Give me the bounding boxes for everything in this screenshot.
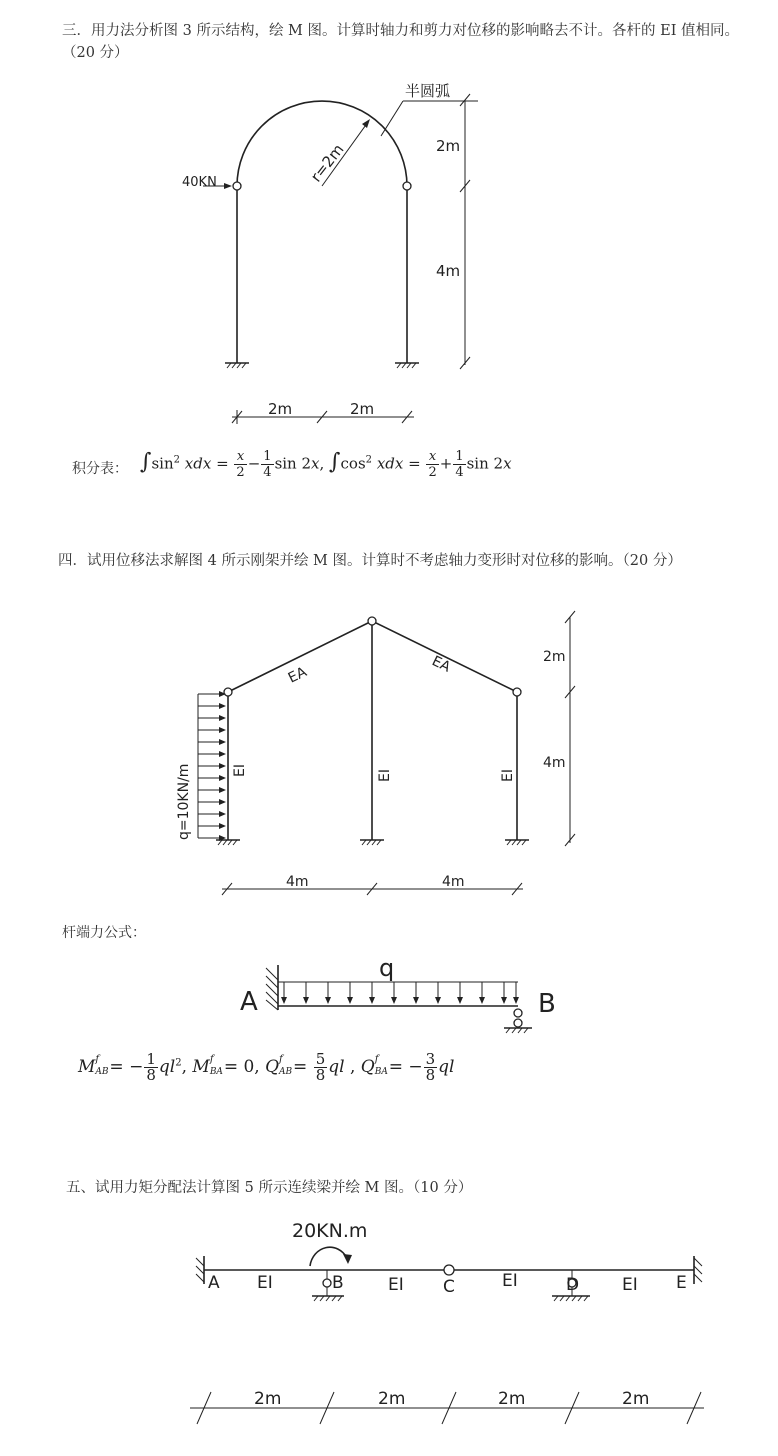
fig4-load-label: q=10KN/m — [176, 763, 192, 840]
beam-label-b: B — [538, 989, 556, 1019]
fig4-dim-top: 2m — [543, 649, 566, 665]
fig3-radius-label: r=2m — [306, 140, 348, 186]
fig4-dim-left: 4m — [286, 874, 309, 890]
fig5-span-2: 2m — [378, 1389, 406, 1409]
fig3-load-label: 40KN — [182, 175, 217, 190]
fig5-moment-arrowhead — [343, 1254, 352, 1264]
fig5-moment-label: 20KN.m — [292, 1220, 368, 1242]
question-5-text: 五、试用力矩分配法计算图 5 所示连续梁并绘 M 图。（10 分） — [66, 1180, 473, 1196]
fig5-node-c: C — [443, 1277, 455, 1297]
fig5-node-b: B — [332, 1273, 344, 1293]
fig4-ei-right: EI — [500, 769, 516, 782]
beam-label-a: A — [240, 987, 258, 1017]
fig3-arc-leader — [381, 101, 403, 136]
fig4-ea-right: EA — [429, 653, 453, 676]
beam-load-arrows — [281, 982, 519, 1004]
end-force-formula: M f AB = − $\frac{1}{8}$ $ql^2$, M f BA = 0, Q f AB = $\frac{5}{8}$ ql , Q f BA = − $\frac{3}{8}$ ql — [78, 1050, 455, 1084]
integral-formula: $\int\sin^2$ xdx = $\frac{x}{2}$ − $\frac{1}{4}$ sin 2x, $\int\cos^2$ xdx = $\frac{x}{2}$ + $\frac{1}{4}$ sin 2x — [140, 449, 512, 480]
integral-table-label: 积分表： — [72, 461, 128, 477]
beam-roller-upper — [514, 1009, 522, 1017]
end-force-label: 杆端力公式： — [62, 925, 146, 941]
fig3-right-support — [395, 363, 419, 368]
fig3-left-support — [225, 363, 249, 368]
fig5-span-1: 2m — [254, 1389, 282, 1409]
fig5-ei-2: EI — [388, 1275, 404, 1295]
question-3-text: 三．用力法分析图 3 所示结构，绘 M 图。计算时轴力和剪力对位移的影响略去不计。各杆的 EI 值相同。 （20 分） — [62, 23, 747, 61]
beam-label-q: q — [379, 954, 395, 982]
fig4-left-hinge — [224, 688, 232, 696]
fig3-arc-label: 半圆弧 — [405, 82, 451, 100]
fig4-distributed-load — [198, 691, 226, 841]
fig3-dim-left: 2m — [268, 400, 293, 418]
fig5-ei-4: EI — [622, 1275, 638, 1295]
fig4-top-hinge — [368, 617, 376, 625]
fig5-node-d: D — [566, 1275, 580, 1295]
fig5-ei-1: EI — [257, 1273, 273, 1293]
question-4-text: 四．试用位移法求解图 4 所示刚架并绘 M 图。计算时不考虑轴力变形时对位移的影响。（20 分） — [58, 553, 682, 569]
figure-3 — [182, 82, 478, 424]
fig3-left-hinge — [233, 182, 241, 190]
beam-roller-lower — [514, 1019, 522, 1027]
fig5-span-3: 2m — [498, 1389, 526, 1409]
fig5-ei-3: EI — [502, 1271, 518, 1291]
fig5-moment-arc — [310, 1247, 347, 1266]
fig3-load-arrowhead — [224, 183, 232, 189]
figure-4 — [176, 611, 575, 895]
fig5-node-a: A — [208, 1273, 220, 1293]
fig4-ei-left: EI — [232, 764, 248, 777]
fig4-ei-mid: EI — [377, 769, 393, 782]
figure-5 — [190, 1220, 704, 1424]
fig3-radius-arrowhead — [362, 119, 370, 128]
end-force-beam — [240, 954, 556, 1033]
fig5-node-e: E — [676, 1273, 687, 1293]
fig3-dim-right: 2m — [350, 400, 375, 418]
fig4-left-support — [216, 840, 240, 845]
fig4-dim-right: 4m — [442, 874, 465, 890]
fig4-dim-bottom: 4m — [543, 755, 566, 771]
fig3-right-hinge — [403, 182, 411, 190]
fig5-hinge-c — [444, 1265, 454, 1275]
fig4-right-hinge — [513, 688, 521, 696]
fig4-mid-support — [360, 840, 384, 845]
fig4-ea-left: EA — [285, 664, 310, 687]
fig3-dim-top: 2m — [436, 137, 461, 155]
fig3-dim-bottom: 4m — [436, 262, 461, 280]
fig5-support-b-pin — [323, 1279, 331, 1287]
fig5-span-4: 2m — [622, 1389, 650, 1409]
fig4-right-support — [505, 840, 529, 845]
